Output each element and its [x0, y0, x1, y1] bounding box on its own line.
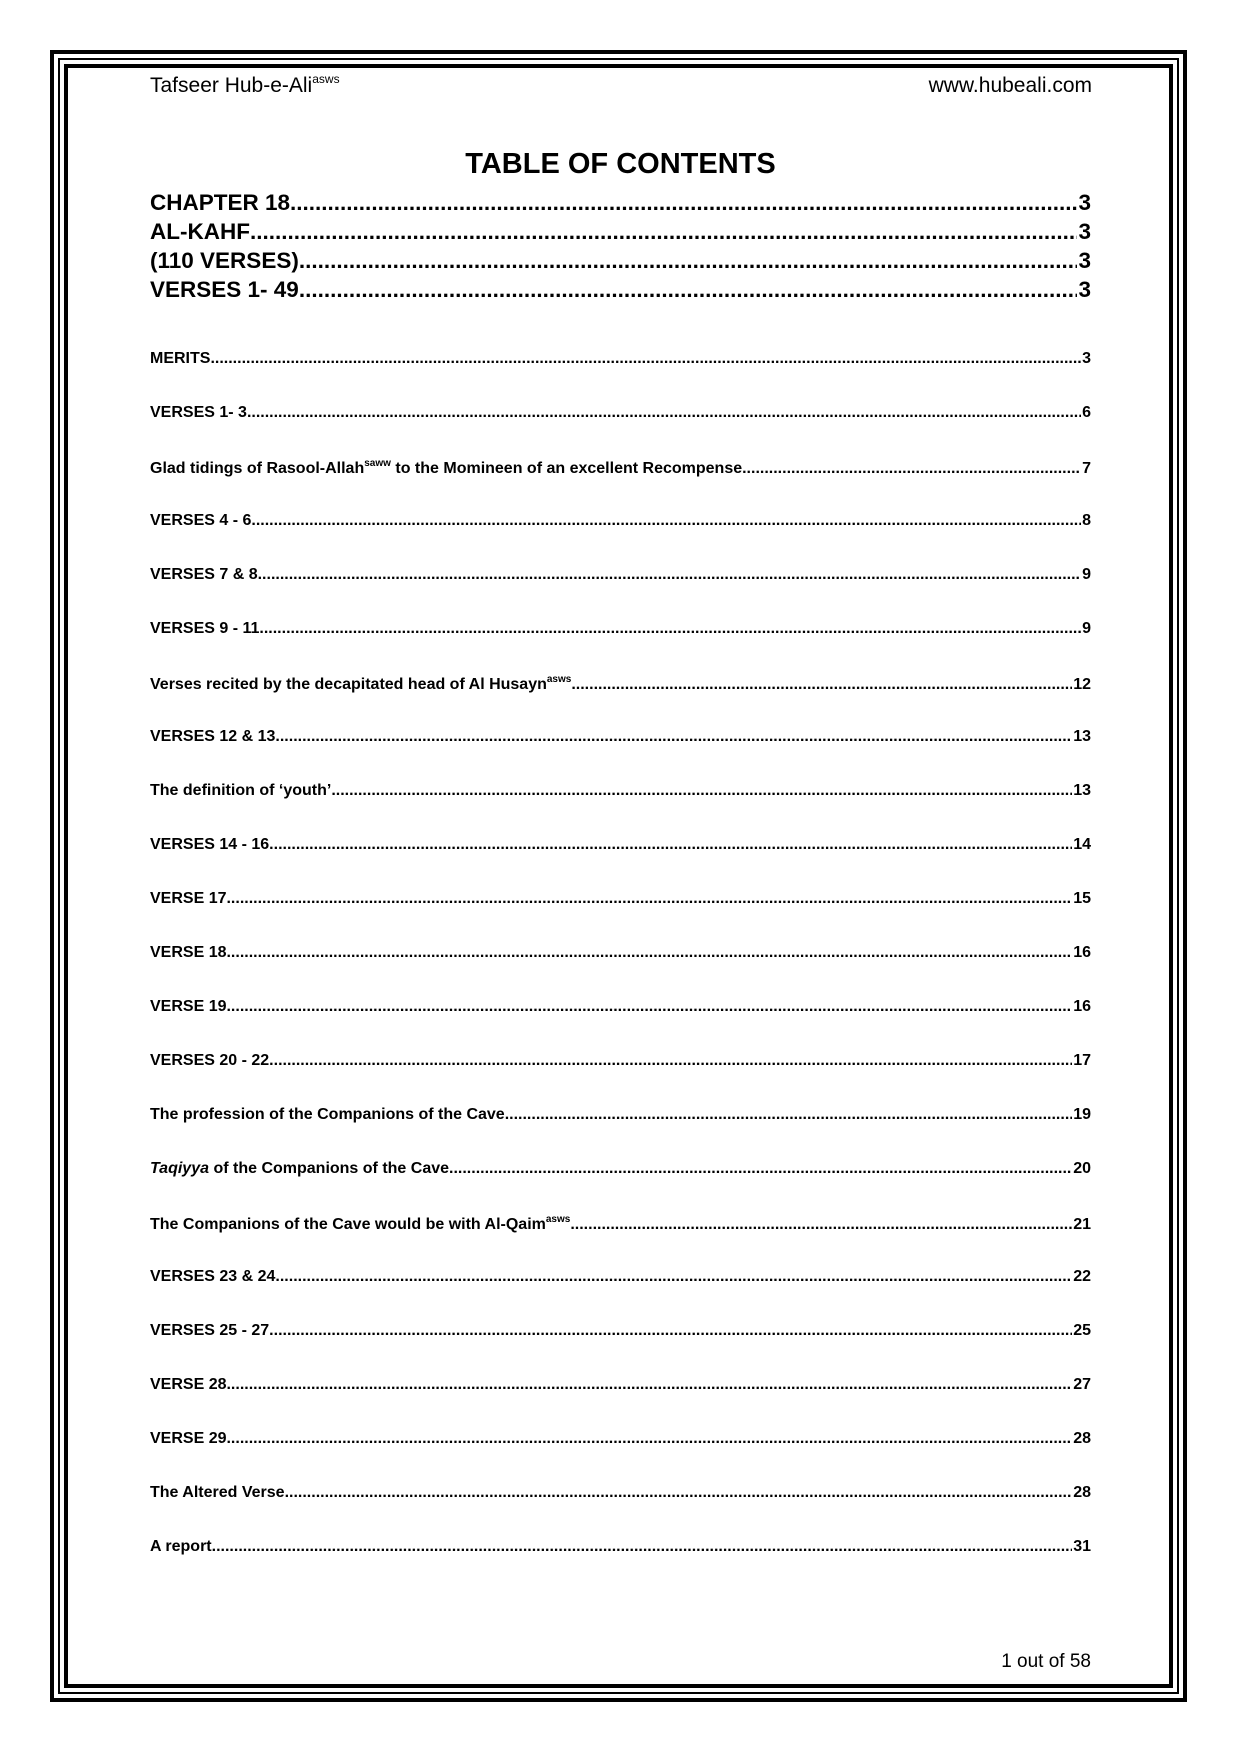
toc-page-number: 17 [1073, 1052, 1091, 1069]
toc-page-number: 27 [1073, 1376, 1091, 1393]
toc-entry-label: VERSES 7 & 8 [150, 566, 258, 583]
toc-entry-verse-28[interactable] [150, 1376, 1091, 1430]
toc-entry-verses-4-6[interactable] [150, 512, 1091, 566]
toc-leader-dots [226, 1430, 1072, 1448]
page-number-footer: 1 out of 58 [1001, 1651, 1091, 1672]
toc-page-number: 8 [1082, 512, 1091, 529]
toc-page-number: 13 [1073, 728, 1091, 745]
toc-page-number: 3 [1078, 190, 1091, 215]
header-title-sup: asws [312, 72, 340, 86]
toc-leader-dots [299, 277, 1078, 303]
toc-entry-label: A report [150, 1538, 212, 1555]
toc-major-entry[interactable] [150, 248, 1091, 277]
toc-leader-dots [275, 728, 1072, 746]
toc-entry-altered-verse[interactable] [150, 1484, 1091, 1538]
toc-page-number: 16 [1073, 944, 1091, 961]
toc-entry-label: VERSE 29 [150, 1430, 227, 1447]
toc-minor-list [150, 350, 1091, 1592]
toc-major-entry[interactable] [150, 190, 1091, 219]
toc-leader-dots [251, 512, 1081, 530]
toc-entry-label: Taqiyya of the Companions of the Cave [150, 1160, 450, 1177]
toc-entry-verses-9-11[interactable] [150, 620, 1091, 674]
toc-page-number: 14 [1073, 836, 1091, 853]
toc-entry-label: VERSES 9 - 11 [150, 620, 260, 637]
toc-entry-label: VERSES 1- 49 [150, 277, 299, 302]
toc-entry-sup: asws [545, 1214, 571, 1225]
toc-entry-label: VERSE 17 [150, 890, 227, 907]
toc-leader-dots [259, 620, 1081, 638]
toc-leader-dots [275, 1268, 1072, 1286]
toc-entry-label: The Altered Verse [150, 1484, 285, 1501]
toc-entry-label: The profession of the Companions of the Cave [150, 1106, 505, 1123]
toc-leader-dots [226, 890, 1072, 908]
toc-entry-label: VERSES 25 - 27 [150, 1322, 270, 1339]
toc-leader-dots [258, 566, 1081, 584]
toc-page-number: 21 [1073, 1216, 1091, 1233]
header-website: www.hubeali.com [928, 74, 1092, 97]
toc-leader-dots [299, 248, 1078, 274]
toc-page-number: 3 [1082, 350, 1091, 367]
toc-entry-sup: asws [546, 674, 572, 685]
toc-page-number: 3 [1078, 248, 1091, 273]
toc-entry-label: VERSES 20 - 22 [150, 1052, 270, 1069]
toc-page-number: 16 [1073, 998, 1091, 1015]
toc-leader-dots [226, 998, 1072, 1016]
toc-leader-dots [247, 404, 1081, 422]
toc-major-entry[interactable] [150, 219, 1091, 248]
toc-page-number: 19 [1073, 1106, 1091, 1123]
toc-page-number: 3 [1078, 277, 1091, 302]
toc-entry-glad-tidings[interactable] [150, 458, 1091, 512]
toc-title: TABLE OF CONTENTS [465, 148, 776, 180]
toc-entry-label: VERSES 1- 3 [150, 404, 247, 421]
toc-leader-dots [210, 350, 1081, 368]
toc-entry-profession-companions[interactable] [150, 1106, 1091, 1160]
toc-entry-companions-al-qaim[interactable] [150, 1214, 1091, 1268]
toc-leader-dots [226, 944, 1072, 962]
toc-entry-label: AL-KAHF [150, 219, 250, 244]
toc-entry-label: VERSES 23 & 24 [150, 1268, 276, 1285]
toc-entry-verse-29[interactable] [150, 1430, 1091, 1484]
toc-page-number: 22 [1073, 1268, 1091, 1285]
toc-leader-dots [505, 1106, 1073, 1124]
toc-leader-dots [290, 190, 1077, 216]
toc-page-number: 12 [1073, 676, 1091, 693]
toc-entry-merits[interactable] [150, 350, 1091, 404]
toc-page-number: 20 [1073, 1160, 1091, 1177]
toc-leader-dots [250, 219, 1078, 245]
toc-leader-dots [742, 460, 1081, 478]
toc-entry-label: VERSES 4 - 6 [150, 512, 252, 529]
toc-page-number: 9 [1082, 566, 1091, 583]
toc-entry-verse-18[interactable] [150, 944, 1091, 998]
toc-page-number: 6 [1082, 404, 1091, 421]
toc-leader-dots [449, 1160, 1072, 1178]
toc-entry-verse-19[interactable] [150, 998, 1091, 1052]
toc-page-number: 31 [1073, 1538, 1091, 1555]
toc-entry-a-report[interactable] [150, 1538, 1091, 1592]
toc-leader-dots [269, 1052, 1072, 1070]
toc-entry-label: Verses recited by the decapitated head of Al Husayn$^{asws}$ [150, 674, 572, 693]
toc-entry-verses-12-13[interactable] [150, 728, 1091, 782]
toc-entry-label: CHAPTER 18 [150, 190, 291, 215]
toc-entry-taqiyya[interactable] [150, 1160, 1091, 1214]
toc-entry-verses-7-8[interactable] [150, 566, 1091, 620]
toc-entry-decapitated-head[interactable] [150, 674, 1091, 728]
toc-page-number: 28 [1073, 1484, 1091, 1501]
toc-entry-verses-23-24[interactable] [150, 1268, 1091, 1322]
toc-leader-dots [570, 1216, 1072, 1234]
toc-entry-definition-youth[interactable] [150, 782, 1091, 836]
toc-page-number: 7 [1082, 460, 1091, 477]
toc-entry-label: VERSE 19 [150, 998, 227, 1015]
header-title-text: Tafseer Hub-e-Ali [150, 74, 313, 97]
toc-leader-dots [226, 1376, 1072, 1394]
toc-leader-dots [571, 676, 1072, 694]
toc-entry-label: VERSES 12 & 13 [150, 728, 276, 745]
toc-entry-label: The definition of ‘youth’ [150, 782, 332, 799]
toc-major-list [150, 190, 1091, 306]
toc-leader-dots [269, 836, 1072, 854]
toc-entry-label: MERITS [150, 350, 211, 367]
toc-entry-label: VERSE 28 [150, 1376, 227, 1393]
toc-entry-verses-25-27[interactable] [150, 1322, 1091, 1376]
toc-entry-label: (110 VERSES) [150, 248, 299, 273]
toc-leader-dots [285, 1484, 1073, 1502]
toc-entry-sup: saww [364, 458, 391, 469]
toc-entry-label: Glad tidings of Rasool-Allah$^{saww}$ to the Momineen of an excellent Recompense [150, 458, 743, 477]
toc-entry-label: VERSES 14 - 16 [150, 836, 270, 853]
toc-leader-dots [269, 1322, 1072, 1340]
toc-entry-label: The Companions of the Cave would be with Al-Qaim$^{asws}$ [150, 1214, 571, 1233]
toc-page-number: 28 [1073, 1430, 1091, 1447]
toc-entry-verses-20-22[interactable] [150, 1052, 1091, 1106]
toc-page-number: 15 [1073, 890, 1091, 907]
toc-leader-dots [331, 782, 1072, 800]
toc-page-number: 9 [1082, 620, 1091, 637]
toc-entry-label: VERSE 18 [150, 944, 227, 961]
header-title [150, 72, 340, 98]
toc-page-number: 3 [1078, 219, 1091, 244]
toc-page-number: 25 [1073, 1322, 1091, 1339]
toc-entry-verse-17[interactable] [150, 890, 1091, 944]
toc-leader-dots [212, 1538, 1073, 1556]
toc-entry-verses-14-16[interactable] [150, 836, 1091, 890]
toc-page-number: 13 [1073, 782, 1091, 799]
toc-major-entry[interactable] [150, 277, 1091, 306]
toc-entry-verses-1-3[interactable] [150, 404, 1091, 458]
